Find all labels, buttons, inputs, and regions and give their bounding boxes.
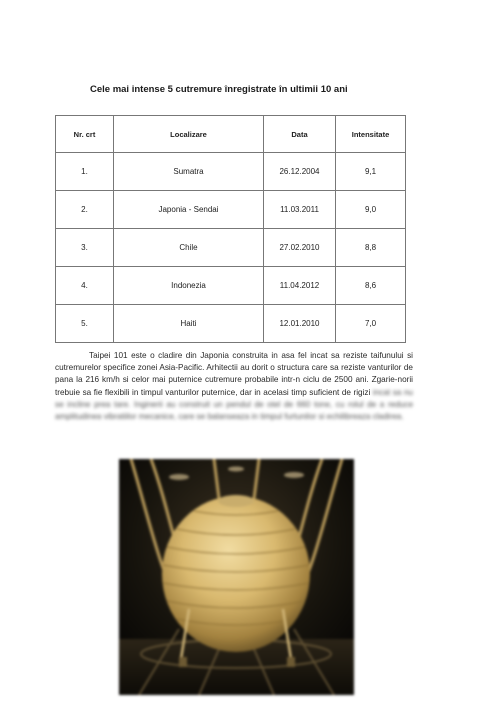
header-nr: Nr. crt: [56, 116, 114, 153]
rod-base-left: [179, 657, 187, 667]
cell-magnitude: 7,0: [336, 305, 406, 343]
cell-nr: 4.: [56, 267, 114, 305]
table-row: [56, 305, 406, 343]
cell-nr: 2.: [56, 191, 114, 229]
table-row: [56, 229, 406, 267]
cell-date: 11.03.2011: [264, 191, 336, 229]
cell-magnitude: 8,6: [336, 267, 406, 305]
cell-date: 11.04.2012: [264, 267, 336, 305]
cell-date: 12.01.2010: [264, 305, 336, 343]
paragraph-blurred-text: incat sa nu se incline prea tare. Inginerii au construit un pendul de otel de 660 tone, cu rolul de a reduce amplitudinea vibratiilor mecanice, care se balanseaza in timpul furtunilor si echilibreaza cladirea.: [55, 387, 413, 422]
damper-photo: [119, 459, 354, 695]
cell-location: Indonezia: [114, 267, 264, 305]
table-row: [56, 267, 406, 305]
body-paragraph: [55, 350, 413, 423]
cell-nr: 1.: [56, 153, 114, 191]
cell-date: 26.12.2004: [264, 153, 336, 191]
cell-magnitude: 9,0: [336, 191, 406, 229]
paragraph-text: Taipei 101 este o cladire din Japonia construita in asa fel incat sa reziste taifunului si cutremurelor specifice zonei Asia-Pacific. Arhitectii au dorit o structura care sa reziste vanturilor de pana la 216 km/h si celor mai puternice cutremure probabile intr-n ciclu de 2500 ani. Zgarie-norii trebuie sa fie flexibili in timpul vanturilor puternice, dar in acelasi timp suficient de rigizi: [55, 351, 413, 397]
cell-magnitude: 8,8: [336, 229, 406, 267]
header-data: Data: [264, 116, 336, 153]
damper-sphere: [162, 496, 310, 652]
earthquake-table: [55, 115, 406, 343]
cell-magnitude: 9,1: [336, 153, 406, 191]
table-row: [56, 153, 406, 191]
cell-location: Japonia - Sendai: [114, 191, 264, 229]
cell-date: 27.02.2010: [264, 229, 336, 267]
header-localizare: Localizare: [114, 116, 264, 153]
sphere-top-cap: [218, 495, 254, 507]
table-row: [56, 191, 406, 229]
cell-location: Sumatra: [114, 153, 264, 191]
cell-nr: 5.: [56, 305, 114, 343]
header-intensitate: Intensitate: [336, 116, 406, 153]
cell-location: Haiti: [114, 305, 264, 343]
document-title: Cele mai intense 5 cutremure înregistrate în ultimii 10 ani: [90, 84, 348, 95]
cell-location: Chile: [114, 229, 264, 267]
cell-nr: 3.: [56, 229, 114, 267]
rod-base-right: [287, 657, 295, 667]
damper-photo-illustration: [119, 459, 354, 695]
table-header-row: [56, 116, 406, 153]
